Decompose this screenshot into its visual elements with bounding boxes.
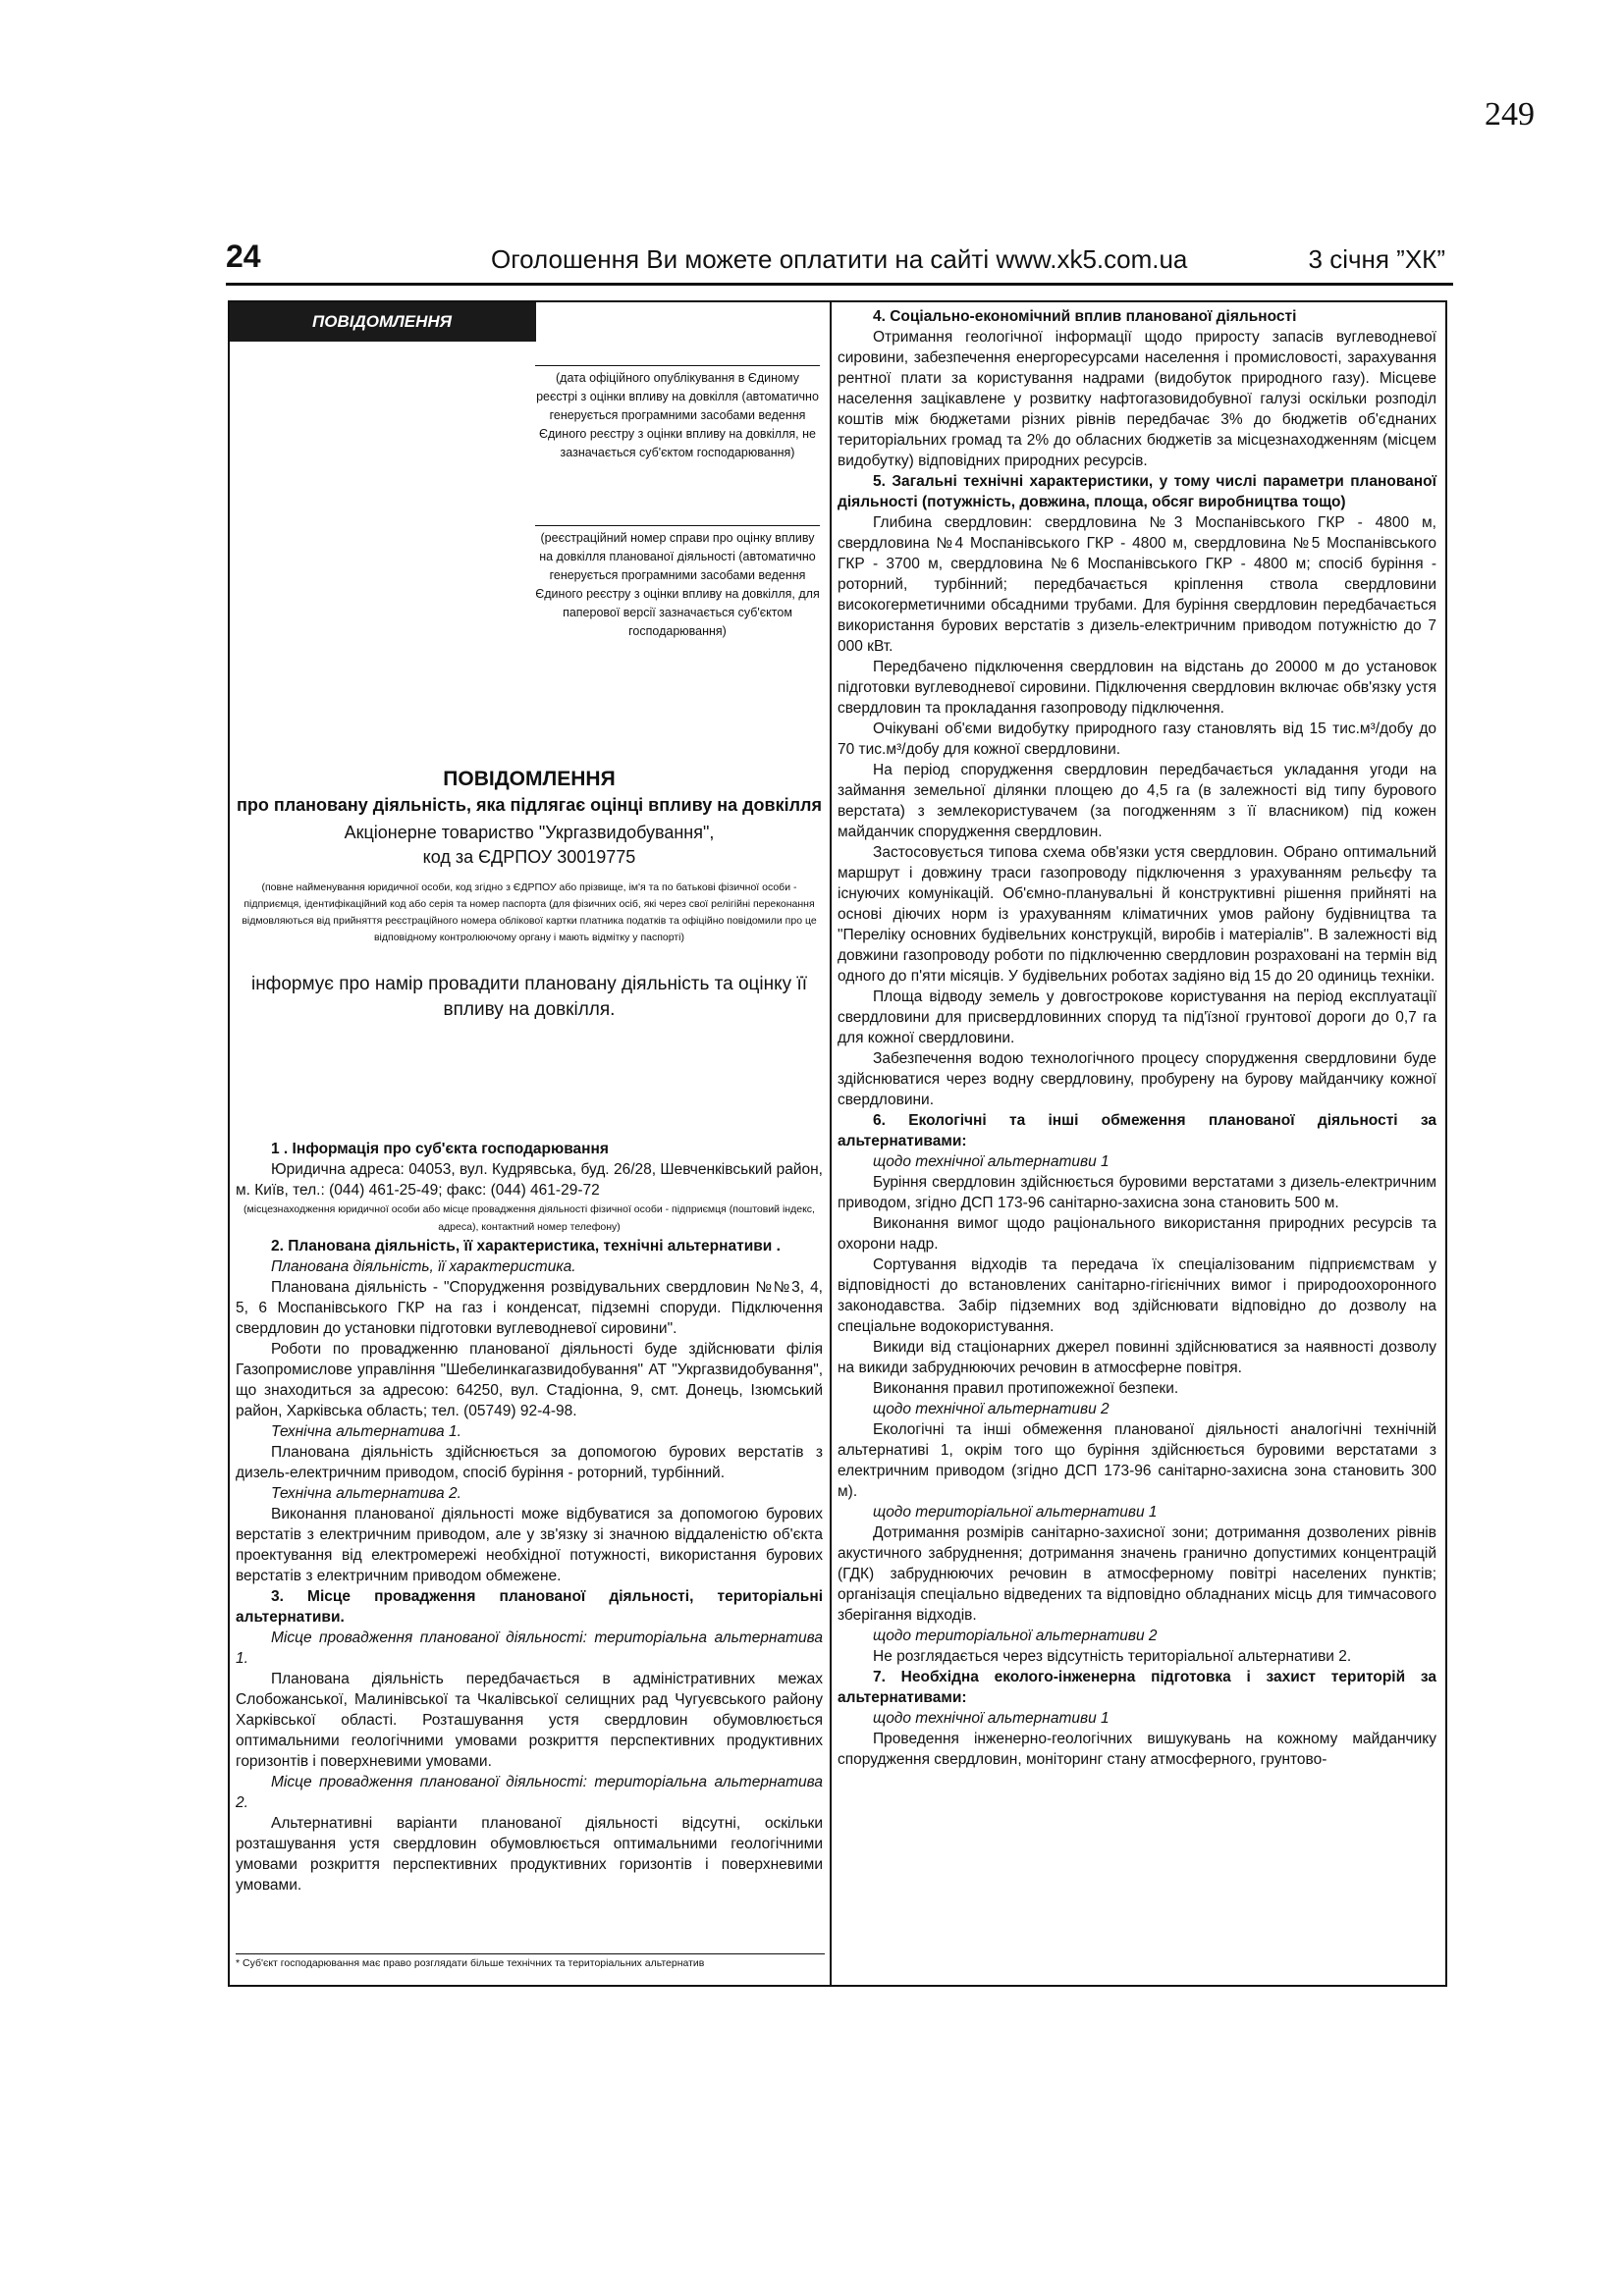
column-divider	[830, 300, 832, 1987]
territorial-alternative-1-label: Місце провадження планованої діяльності: територіальна альтернатива 1.	[236, 1629, 823, 1667]
header-center-text: Оголошення Ви можете оплатити на сайті www.xk5.com.ua	[491, 244, 1188, 274]
section-5-paragraph-5: Застосовується типова схема обв'язки устя свердловин. Обрано оптимальний маршрут і довжину траси газопроводу підключення з урахуванням рельєфу та існуючих комунікацій. Об'ємно-планувальні й конструктивні рішення прийняті на основі діючих норм із урахуванням кліматичних умов району будівництва та "Переліку основних будівельних конструкцій, виробів і матеріалів". В залежності від довжини газопроводу роботи по підключенню свердловин розраховані на термін від одного до п'яти місяців. У будівельних роботах задіяно від 15 до 20 одиниць техніки.	[838, 844, 1436, 985]
registration-number-note: (реєстраційний номер справи про оцінку впливу на довкілля планованої діяльності (автоматично генерується програмними засобами ведення Єдиного реєстру з оцінки впливу на довкілля, для паперової версії зазначається суб'єктом господарювання)	[535, 525, 820, 641]
technical-alternative-2-label: Технічна альтернатива 2.	[271, 1485, 461, 1502]
section-6-territorial-1-paragraph-1: Дотримання розмірів санітарно-захисної зони; дотримання дозволених рівнів акустичного забруднення; дотримання значень гранично допустимих концентрацій (ГДК) забруднюючих речовин в атмосферному повітрі населених пунктів; організація спеціально відведених та відповідно обладнаних місць для тимчасового зберігання відходів.	[838, 1524, 1436, 1624]
section-6-technical-1-paragraph-2: Виконання вимог щодо раціонального використання природних ресурсів та охорони надр.	[838, 1215, 1436, 1253]
section-7-technical-1-label: щодо технічної альтернативи 1	[873, 1710, 1110, 1727]
notice-title: ПОВІДОМЛЕННЯ	[443, 768, 616, 790]
issue-page-number: 24	[226, 239, 261, 274]
section-1-text: Юридична адреса: 04053, вул. Кудрявська, буд. 26/28, Шевченківський район, м. Київ, тел.: (044) 461-25-49; факс: (044) 461-29-72	[236, 1161, 823, 1199]
page-number: 249	[1485, 96, 1535, 133]
notice-subtitle: про плановану діяльність, яка підлягає оцінці впливу на довкілля	[237, 795, 822, 815]
section-6-technical-1-paragraph-1: Буріння свердловин здійснюється буровими верстатами з дизель-електричним приводом, згідно ДСП 173-96 санітарно-захисна зона становить 500 м.	[838, 1174, 1436, 1211]
section-5-paragraph-4: На період спорудження свердловин передбачається укладання угоди на займання земельної ділянки площею до 4,5 га (в залежності від типу бурового верстата) з землекористувачем (за погодженням з її власником) під кожен майданчик спорудження свердловин.	[838, 762, 1436, 840]
section-4-text: Отримання геологічної інформації щодо приросту запасів вуглеводневої сировини, забезпечення енергоресурсами населення і промисловості, зарахування рентної плати за користування надрами (видобуток природного газу). Місцеве населення зацікавлене у розвитку нафтогазовидобувної галузі оскільки розподіл коштів між бюджетами різних рівнів передбачає 3% до бюджетів об'єднаних територіальних громад та 2% до обласних бюджетів за місцезнаходженням (місцем видобутку) відповідних природних ресурсів.	[838, 329, 1436, 469]
section-5-paragraph-2: Передбачено підключення свердловин на відстань до 20000 м до установок підготовки вуглеводневої сировини. Підключення свердловин включає обв'язку устя свердловин та прокладання газопроводу підключення.	[838, 659, 1436, 717]
section-6-technical-1-paragraph-4: Викиди від стаціонарних джерел повинні здійснюватися за наявності дозволу на викиди забруднюючих речовин в атмосферне повітря.	[838, 1339, 1436, 1376]
territorial-alternative-1-text: Планована діяльність передбачається в адміністративних межах Слобожанської, Малинівської та Чкалівської селищних рад Чугуєвського району Харківської області. Розташування устя свердловин обумовлюється оптимальними геологічними умовами розкриття перспективних продуктивних горизонтів і поверхневими умовами.	[236, 1671, 823, 1770]
territorial-alternative-2-text: Альтернативні варіанти планованої діяльності відсутні, оскільки розташування устя свердловин обумовлюється оптимальними геологічними умовами розкриття перспективних продуктивних горизонтів і поверхневими умовами.	[236, 1815, 823, 1894]
section-5-paragraph-7: Забезпечення водою технологічного процесу спорудження свердловини буде здійснюватися через водну свердловину, пробурену на бурову майданчику кожної свердловини.	[838, 1050, 1436, 1108]
section-1-note: (місцезнаходження юридичної особи або місце провадження діяльності фізичної особи - підприємця (поштовий індекс, адреса), контактний номер телефону)	[244, 1203, 815, 1233]
section-6-heading: 6. Екологічні та інші обмеження планованої діяльності за альтернативами:	[838, 1112, 1436, 1149]
left-column	[236, 1139, 823, 1896]
header-rule	[226, 283, 1453, 286]
section-6-technical-1-paragraph-5: Виконання правил протипожежної безпеки.	[873, 1380, 1179, 1397]
header-date: 3 січня ”ХК”	[1308, 244, 1445, 274]
section-3-heading: 3. Місце провадження планованої діяльності, територіальні альтернативи.	[236, 1588, 823, 1626]
newspaper-header	[226, 239, 1453, 278]
section-1-heading: 1 . Інформація про суб'єкта господарювання	[271, 1141, 609, 1157]
organization-code: код за ЄДРПОУ 30019775	[422, 847, 636, 867]
section-6-territorial-1-label: щодо територіальної альтернативи 1	[873, 1504, 1158, 1521]
section-2-paragraph-2: Роботи по провадженню планованої діяльності буде здійснювати філія Газопромислове управління "Шебелинкагазвидобування" АТ "Укргазвидобування", що знаходиться за адресою: 64250, вул. Стадіонна, 9, смт. Донець, Ізюмський район, Харківська область; тел. (05749) 92-4-98.	[236, 1341, 823, 1419]
section-6-territorial-2-paragraph-1: Не розглядається через відсутність територіальної альтернативи 2.	[873, 1648, 1352, 1665]
footnote: * Суб'єкт господарювання має право розглядати більше технічних та територіальних альтернатив	[236, 1953, 825, 1969]
organization-line-1: Акціонерне товариство "Укргазвидобування",	[344, 823, 715, 842]
section-6-technical-2-paragraph-1: Екологічні та інші обмеження планованої діяльності аналогічні технічній альтернативі 1, окрім того що буріння здійснюється буровими верстатами з електричним приводом (згідно ДСП 173-96 санітарно-захисна зона становить 300 м).	[838, 1421, 1436, 1500]
publication-date-note: (дата офіційного опублікування в Єдиному реєстрі з оцінки впливу на довкілля (автоматично генерується програмними засобами ведення Єдиного реєстру з оцінки впливу на довкілля, не зазначається суб'єктом господарювання)	[535, 365, 820, 462]
section-2-subheading: Планована діяльність, її характеристика.	[271, 1258, 576, 1275]
right-column	[838, 306, 1436, 1770]
organization-note: (повне найменування юридичної особи, код згідно з ЄДРПОУ або прізвище, ім'я та по батькові фізичної особи - підприємця, ідентифікаційний код або серія та номер паспорта (для фізичних осіб, які через свої релігійні переконання відмовляються від прийняття реєстраційного номера облікової картки платника податків та офіційно повідомили про це відповідному контролюючому органу і мають відмітку у паспорті)	[242, 881, 817, 943]
technical-alternative-2-text: Виконання планованої діяльності може відбуватися за допомогою бурових верстатів з електричним приводом, але у зв'язку зі значною віддаленістю об'єкта проектування від електромережі необхідної потужності, використання бурових верстатів з електричним приводом обмежене.	[236, 1506, 823, 1584]
section-6-technical-2-label: щодо технічної альтернативи 2	[873, 1401, 1110, 1417]
section-6-territorial-2-label: щодо територіальної альтернативи 2	[873, 1628, 1158, 1644]
territorial-alternative-2-label: Місце провадження планованої діяльності: територіальна альтернатива 2.	[236, 1774, 823, 1811]
section-4-heading: 4. Соціально-економічний вплив планованої діяльності	[873, 308, 1297, 325]
section-5-paragraph-6: Площа відводу земель у довгострокове користування на період експлуатації свердловини для присвердловинних споруд та під'їзної грунтової дороги до 0,7 га для кожної свердловини.	[838, 988, 1436, 1046]
section-2-paragraph-1: Планована діяльність - "Спорудження розвідувальних свердловин №№3, 4, 5, 6 Моспанівського ГКР на газ і конденсат, підземні споруди. Підключення свердловин до установки підготовки вуглеводневої сировини".	[236, 1279, 823, 1337]
section-2-heading: 2. Планована діяльність, її характеристика, технічні альтернативи .	[271, 1238, 781, 1255]
technical-alternative-1-text: Планована діяльність здійснюється за допомогою бурових верстатів з дизель-електричним приводом, спосіб буріння - роторний, турбінний.	[236, 1444, 823, 1481]
inform-statement: інформує про намір провадити плановану діяльність та оцінку її впливу на довкілля.	[250, 974, 808, 1020]
section-5-heading: 5. Загальні технічні характеристики, у тому числі параметри планованої діяльності (потужність, довжина, площа, обсяг виробництва тощо)	[838, 473, 1436, 510]
section-6-technical-1-paragraph-3: Сортування відходів та передача їх спеціалізованим підприємствам у відповідності до встановлених санітарно-гігієнічних вимог і природоохоронного законодавства. Забір підземних вод здійснювати відповідно до дозволу на спеціальне водокористування.	[838, 1256, 1436, 1335]
section-7-technical-1-paragraph-1: Проведення інженерно-геологічних вишукувань на кожному майданчику спорудження свердловин, моніторинг стану атмосферного, грунтово-	[838, 1731, 1436, 1768]
organization-name	[236, 821, 823, 870]
section-5-paragraph-1: Глибина свердловин: свердловина №3 Моспанівського ГКР - 4800 м, свердловина №4 Моспанівського ГКР - 4800 м, свердловина №5 Моспанівського ГКР - 3700 м, свердловина №6 Моспанівського ГКР - 4800 м; спосіб буріння - роторний, турбінний; передбачається кріплення ствола свердловини високогерметичними обсадними трубами. Для буріння свердловин передбачається використання бурових верстатів з дизель-електричним приводом потужністю до 7 000 кВт.	[838, 514, 1436, 655]
section-5-paragraph-3: Очікувані об'єми видобутку природного газу становлять від 15 тис.м³/добу до 70 тис.м³/добу для кожної свердловини.	[838, 721, 1436, 758]
section-7-heading: 7. Необхідна еколого-інженерна підготовка і захист територій за альтернативами:	[838, 1669, 1436, 1706]
section-tag: ПОВІДОМЛЕННЯ	[230, 302, 536, 342]
technical-alternative-1-label: Технічна альтернатива 1.	[271, 1423, 461, 1440]
section-6-technical-1-label: щодо технічної альтернативи 1	[873, 1153, 1110, 1170]
